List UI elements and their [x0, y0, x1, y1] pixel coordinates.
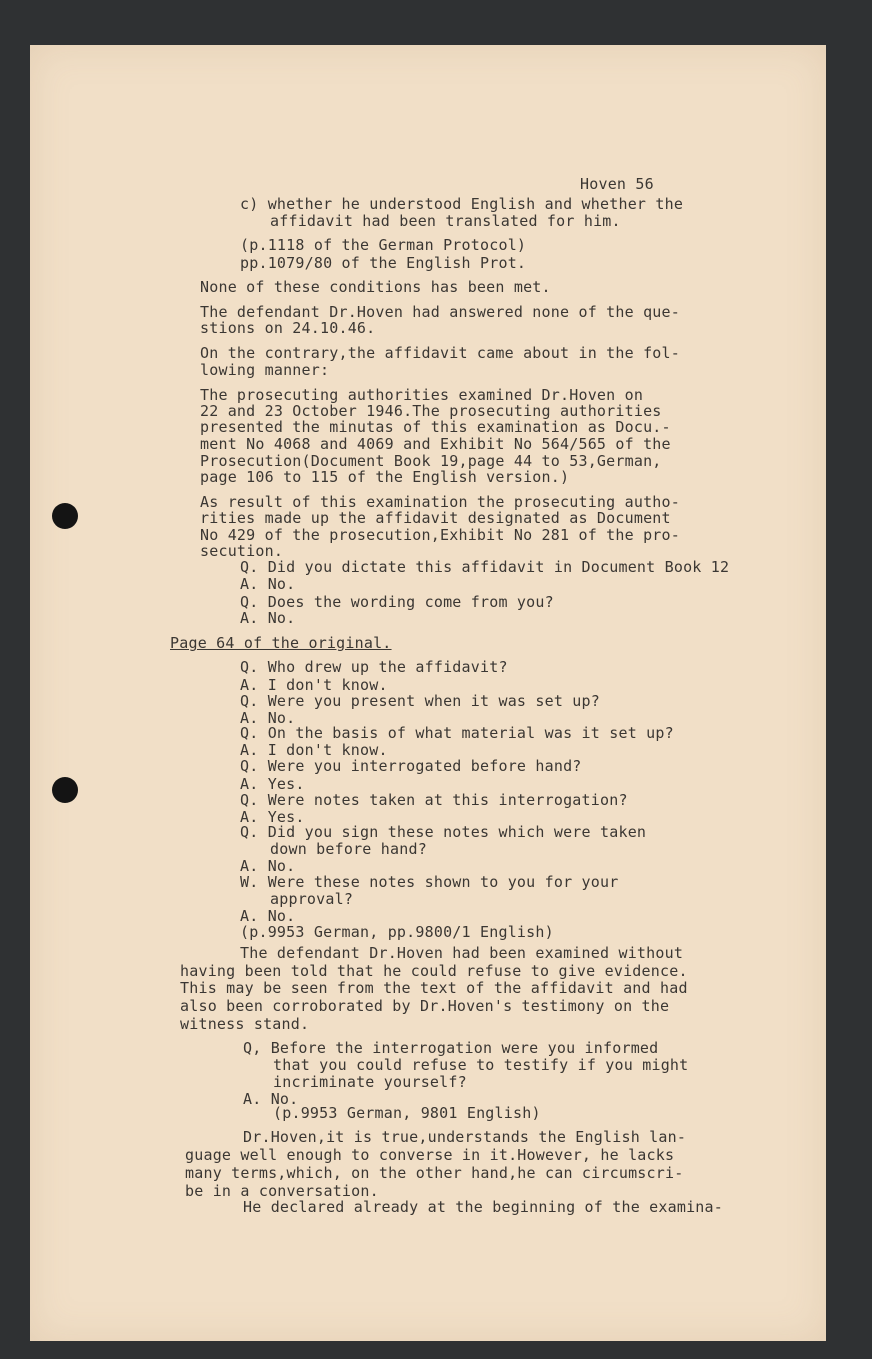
text-line: guage well enough to converse in it.However, he lacks — [185, 1146, 675, 1164]
text-line: 22 and 23 October 1946.The prosecuting authorities — [200, 402, 662, 420]
text-line: Q, Before the interrogation were you informed — [243, 1039, 659, 1057]
text-line: W. Were these notes shown to you for your — [240, 873, 619, 891]
text-line: incriminate yourself? — [273, 1073, 467, 1091]
document-page — [30, 45, 826, 1341]
text-line: No 429 of the prosecution,Exhibit No 281 of the pro- — [200, 526, 680, 544]
text-line: None of these conditions has been met. — [200, 278, 551, 296]
text-line: secution. — [200, 542, 284, 560]
text-line: A. I don't know. — [240, 676, 388, 694]
text-line: (p.1118 of the German Protocol) — [240, 236, 527, 254]
text-line: A. No. — [240, 609, 296, 627]
text-line: having been told that he could refuse to give evidence. — [180, 962, 688, 980]
text-line: page 106 to 115 of the English version.) — [200, 468, 570, 486]
text-line: A. No. — [240, 907, 296, 925]
text-line: be in a conversation. — [185, 1182, 379, 1200]
text-line: that you could refuse to testify if you might — [273, 1056, 689, 1074]
text-line: Q. Were you present when it was set up? — [240, 692, 600, 710]
text-line: Dr.Hoven,it is true,understands the English lan- — [243, 1128, 687, 1146]
text-line: A. I don't know. — [240, 741, 388, 759]
text-line: Q. Were notes taken at this interrogation? — [240, 791, 628, 809]
text-line: many terms,which, on the other hand,he can circumscri- — [185, 1164, 684, 1182]
text-line: Q. Did you sign these notes which were taken — [240, 823, 647, 841]
text-line: approval? — [270, 890, 354, 908]
punch-hole — [52, 777, 78, 803]
text-line: also been corroborated by Dr.Hoven's testimony on the — [180, 997, 670, 1015]
text-line: lowing manner: — [200, 361, 330, 379]
text-line: ment No 4068 and 4069 and Exhibit No 564/565 of the — [200, 435, 671, 453]
page-label: Hoven 56 — [580, 175, 654, 193]
text-line: A. No. — [240, 857, 296, 875]
text-line: witness stand. — [180, 1015, 310, 1033]
text-line: A. No. — [240, 575, 296, 593]
text-line: A. No. — [240, 709, 296, 727]
text-line: A. Yes. — [240, 775, 305, 793]
section-heading: Page 64 of the original. — [170, 634, 392, 652]
text-line: A. Yes. — [240, 808, 305, 826]
text-line: The defendant Dr.Hoven had been examined without — [240, 944, 684, 962]
punch-hole — [52, 503, 78, 529]
text-line: This may be seen from the text of the affidavit and had — [180, 979, 688, 997]
text-line: The defendant Dr.Hoven had answered none of the que- — [200, 303, 680, 321]
text-line: A. No. — [243, 1090, 299, 1108]
text-line: presented the minutas of this examination as Docu.- — [200, 418, 671, 436]
text-line: affidavit had been translated for him. — [270, 212, 621, 230]
text-line: Q. Does the wording come from you? — [240, 593, 554, 611]
text-line: Q. Were you interrogated before hand? — [240, 757, 582, 775]
text-line: Q. Did you dictate this affidavit in Document Book 12 — [240, 558, 730, 576]
text-line: Q. On the basis of what material was it set up? — [240, 724, 674, 742]
text-line: c) whether he understood English and whether the — [240, 195, 684, 213]
text-line: Q. Who drew up the affidavit? — [240, 658, 508, 676]
text-line: pp.1079/80 of the English Prot. — [240, 254, 527, 272]
text-line: He declared already at the beginning of the examina- — [243, 1198, 723, 1216]
text-line: The prosecuting authorities examined Dr.Hoven on — [200, 386, 644, 404]
text-line: As result of this examination the prosecuting autho- — [200, 493, 680, 511]
text-line: down before hand? — [270, 840, 427, 858]
text-line: stions on 24.10.46. — [200, 319, 376, 337]
text-line: Prosecution(Document Book 19,page 44 to 53,German, — [200, 452, 662, 470]
text-line: (p.9953 German, 9801 English) — [273, 1104, 541, 1122]
text-line: (p.9953 German, pp.9800/1 English) — [240, 923, 554, 941]
text-line: rities made up the affidavit designated as Document — [200, 509, 671, 527]
text-line: On the contrary,the affidavit came about in the fol- — [200, 344, 680, 362]
